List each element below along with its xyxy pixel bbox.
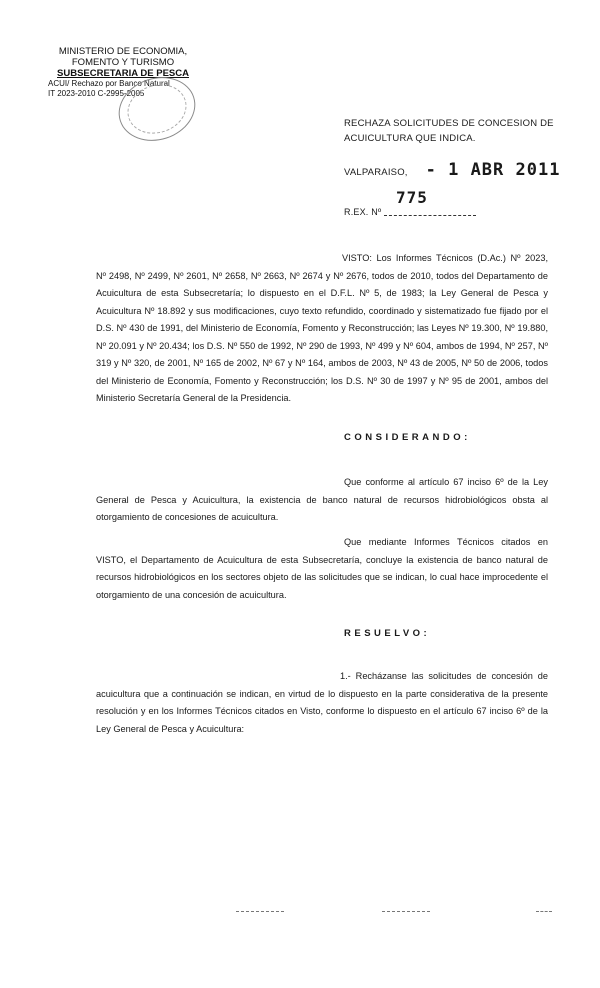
reference-line2: IT 2023-2010 C-2995-2005 [48,89,145,98]
considerando-heading: CONSIDERANDO: [344,432,471,443]
considerando-paragraph-1: Que conforme al artículo 67 inciso 6º de la Ley General de Pesca y Acuicultura, la existencia de banco natural de recursos hidrobiológicos obsta al otorgamiento de concesiones de acuicultura. [96,477,548,522]
subsecretaria-name: SUBSECRETARIA DE PESCA [57,68,189,79]
resuelvo-paragraph-1: 1.- Recházanse las solicitudes de concesión de acuicultura que a continuación se indican, en virtud de lo dispuesto en la parte considerativa de la presente resolución y en los Informes Técnicos citados en Visto, conforme lo dispuesto en el artículo 67 inciso 6º de la Ley General de Pesca y Acuicultura: [96,671,548,734]
document-subject: RECHAZA SOLICITUDES DE CONCESION DE ACUICULTURA QUE INDICA. [344,118,554,144]
footer-divider [382,911,430,912]
resuelvo-heading: RESUELVO: [344,628,431,639]
resolution-number: 775 [396,188,428,207]
official-stamp-inner-ring [121,77,193,141]
considerando-paragraph-2: Que mediante Informes Técnicos citados en VISTO, el Departamento de Acuicultura de esta Subsecretaría, concluye la existencia de banco natural de recursos hidrobiológicos en los sectores objeto de las solicitudes que se indican, lo cual hace improcedente el otorgamiento de una concesión de acuicultura. [96,537,548,600]
visto-paragraph: VISTO: Los Informes Técnicos (D.Ac.) Nº 2023, Nº 2498, Nº 2499, Nº 2601, Nº 2658, Nº 2663, Nº 2674 y Nº 2676, todos de 2010, todos del Departamento de Acuicultura de esta Subsecretaría; lo dispuesto en el D.F.L. Nº 5, de 1983; la Ley General de Pesca y Acuicultura Nº 18.892 y sus modificaciones, cuyo texto refundido, coordinado y sistematizado fue fijado por el D.S. Nº 430 de 1991, del Ministerio de Economía, Fomento y Reconstrucción; las Leyes Nº 19.300, Nº 19.880, Nº 20.091 y Nº 20.434; los D.S. Nº 550 de 1992, Nº 290 de 1993, Nº 499 y Nº 604, ambos de 1994, Nº 257, Nº 319 y Nº 320, de 2001, Nº 165 de 2002, Nº 67 y Nº 164, ambos de 2003, Nº 43 de 2005, Nº 50 de 2006, todos del Ministerio de Economía, Fomento y Reconstrucción; los D.S. Nº 30 de 1997 y Nº 95 de 2001, ambos del Ministerio Secretaría General de la Presidencia. [96,253,548,403]
ministry-name-line1: MINISTERIO DE ECONOMIA, [58,46,188,57]
resolution-number-underline [384,215,476,216]
date-line [344,160,560,180]
footer-divider [536,911,552,912]
date-place: VALPARAISO, [344,167,408,178]
reference-line1: ACUI/ Rechazo por Banco Natural [48,79,170,88]
footer-divider [236,911,284,912]
resolution-label-line [344,207,476,217]
resolution-label: R.EX. Nº [344,207,382,217]
date-value: - 1 ABR 2011 [425,160,561,180]
ministry-name-line2: FOMENTO Y TURISMO [71,57,175,68]
